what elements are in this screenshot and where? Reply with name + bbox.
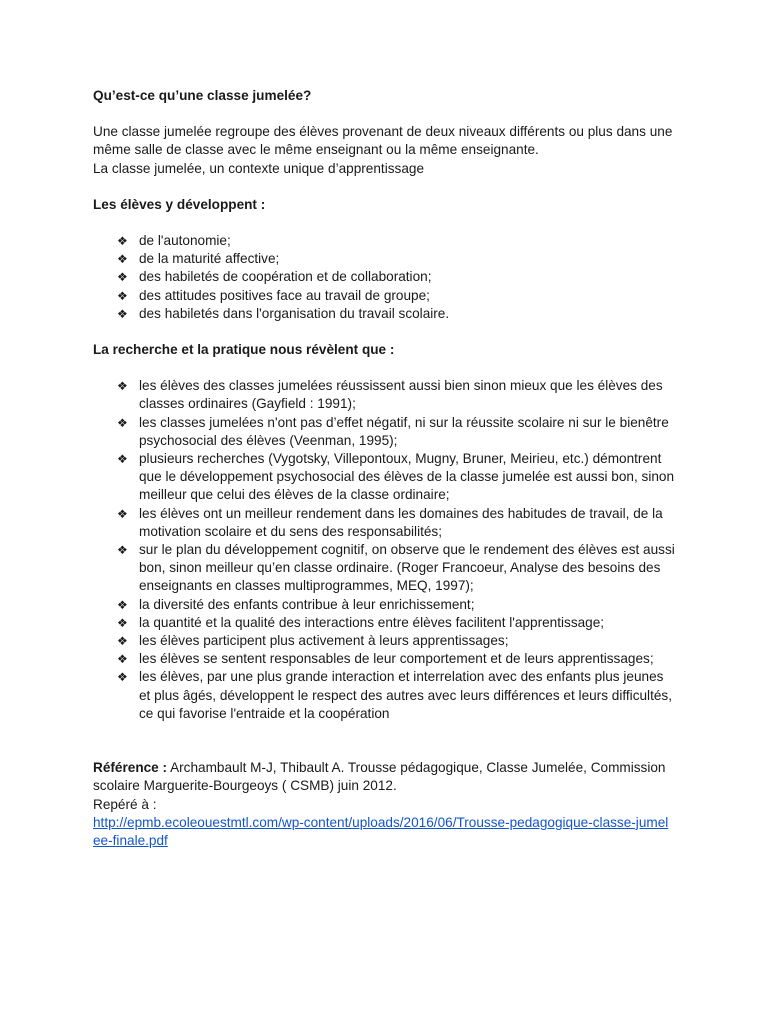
list-item: [117, 414, 678, 450]
diamond-bullet-icon: ❖: [117, 543, 128, 558]
list-item: [117, 287, 678, 305]
list-item-text: des attitudes positives face au travail de groupe;: [139, 287, 430, 303]
list-item: [117, 377, 678, 413]
section-heading-recherche: La recherche et la pratique nous révèlent que :: [93, 342, 395, 358]
diamond-bullet-icon: ❖: [117, 288, 128, 303]
list-item: [117, 541, 678, 596]
diamond-bullet-icon: ❖: [117, 252, 128, 267]
list-item: [117, 505, 678, 541]
intro-paragraph: Une classe jumelée regroupe des élèves provenant de deux niveaux différents ou plus dans une même salle de classe avec le même enseignant ou la même enseignante.: [93, 124, 673, 158]
reference-link-line: [93, 814, 673, 850]
reference-url-link[interactable]: http://epmb.ecoleouestmtl.com/wp-content/uploads/2016/06/Trousse-pedagogique-classe-jumelee-finale.pdf: [93, 814, 669, 848]
list-item: [117, 305, 678, 323]
page-title: Qu’est-ce qu’une classe jumelée?: [93, 88, 312, 103]
list-item-text: les élèves, par une plus grande interaction et interrelation avec des enfants plus jeunes et plus âgés, développent le respect des autres avec leurs différences et leurs difficultés, ce qui favorise l'entraide et la coopération: [139, 669, 672, 721]
diamond-bullet-icon: ❖: [117, 634, 128, 649]
list-item: [117, 268, 678, 286]
diamond-bullet-icon: ❖: [117, 306, 128, 321]
list-item: [117, 650, 678, 668]
diamond-bullet-icon: ❖: [117, 270, 128, 285]
list-item-text: les élèves participent plus activement à leurs apprentissages;: [139, 633, 509, 649]
list-item-text: la diversité des enfants contribue à leur enrichissement;: [139, 596, 475, 612]
list-item-text: les élèves ont un meilleur rendement dans les domaines des habitudes de travail, de la motivation scolaire et du sens des responsabilités;: [139, 505, 663, 539]
diamond-bullet-icon: ❖: [117, 615, 128, 630]
list-item-text: sur le plan du développement cognitif, on observe que le rendement des élèves est aussi bon, sinon meilleur qu’en classe ordinaire. (Roger Francoeur, Analyse des besoins des enseignants en classes multiprogrammes, MEQ, 1997);: [139, 542, 675, 594]
diamond-bullet-icon: ❖: [117, 452, 128, 467]
list-item-text: les classes jumelées n'ont pas d’effet négatif, ni sur la réussite scolaire ni sur le bienêtre psychosocial des élèves (Veenman, 1995);: [139, 414, 669, 448]
diamond-bullet-icon: ❖: [117, 506, 128, 521]
list-item-text: de la maturité affective;: [139, 251, 280, 267]
list-item-text: la quantité et la qualité des interactions entre élèves facilitent l'apprentissage;: [139, 614, 605, 630]
reference-text: Archambault M-J, Thibault A. Trousse pédagogique, Classe Jumelée, Commission scolaire Marguerite-Bourgeoys ( CSMB) juin 2012.: [93, 760, 666, 794]
list-item-text: des habiletés de coopération et de collaboration;: [139, 269, 432, 285]
list-developpent: [93, 232, 678, 323]
list-item-text: de l'autonomie;: [139, 233, 231, 249]
diamond-bullet-icon: ❖: [117, 670, 128, 685]
reference-block: [93, 759, 678, 850]
intro-block: [93, 123, 678, 178]
list-item-text: les élèves se sentent responsables de leur comportement et de leurs apprentissages;: [139, 651, 654, 667]
intro-subtitle: La classe jumelée, un contexte unique d’apprentissage: [93, 160, 425, 176]
list-item: [117, 232, 678, 250]
list-item-text: plusieurs recherches (Vygotsky, Villepontoux, Mugny, Bruner, Meirieu, etc.) démontrent que le développement psychosocial des élèves de la classe jumelée est aussi bon, sinon meilleur que celui des élèves de la classe ordinaire;: [139, 451, 675, 503]
list-item: [117, 614, 678, 632]
list-item-text: les élèves des classes jumelées réussissent aussi bien sinon mieux que les élèves des classes ordinaires (Gayfield : 1991);: [139, 378, 663, 412]
list-item: [117, 450, 678, 505]
list-item: [117, 596, 678, 614]
section-heading-developpent: Les élèves y développent :: [93, 196, 266, 212]
list-item: [117, 632, 678, 650]
list-item: [117, 250, 678, 268]
diamond-bullet-icon: ❖: [117, 415, 128, 430]
list-item-text: des habiletés dans l'organisation du travail scolaire.: [139, 305, 450, 321]
diamond-bullet-icon: ❖: [117, 379, 128, 394]
diamond-bullet-icon: ❖: [117, 234, 128, 249]
diamond-bullet-icon: ❖: [117, 597, 128, 612]
reference-citation: [93, 759, 678, 795]
diamond-bullet-icon: ❖: [117, 652, 128, 667]
list-recherche: [93, 377, 678, 723]
list-item: [117, 668, 678, 723]
reference-found-at: Repéré à :: [93, 796, 157, 812]
reference-label: Référence :: [93, 760, 168, 776]
